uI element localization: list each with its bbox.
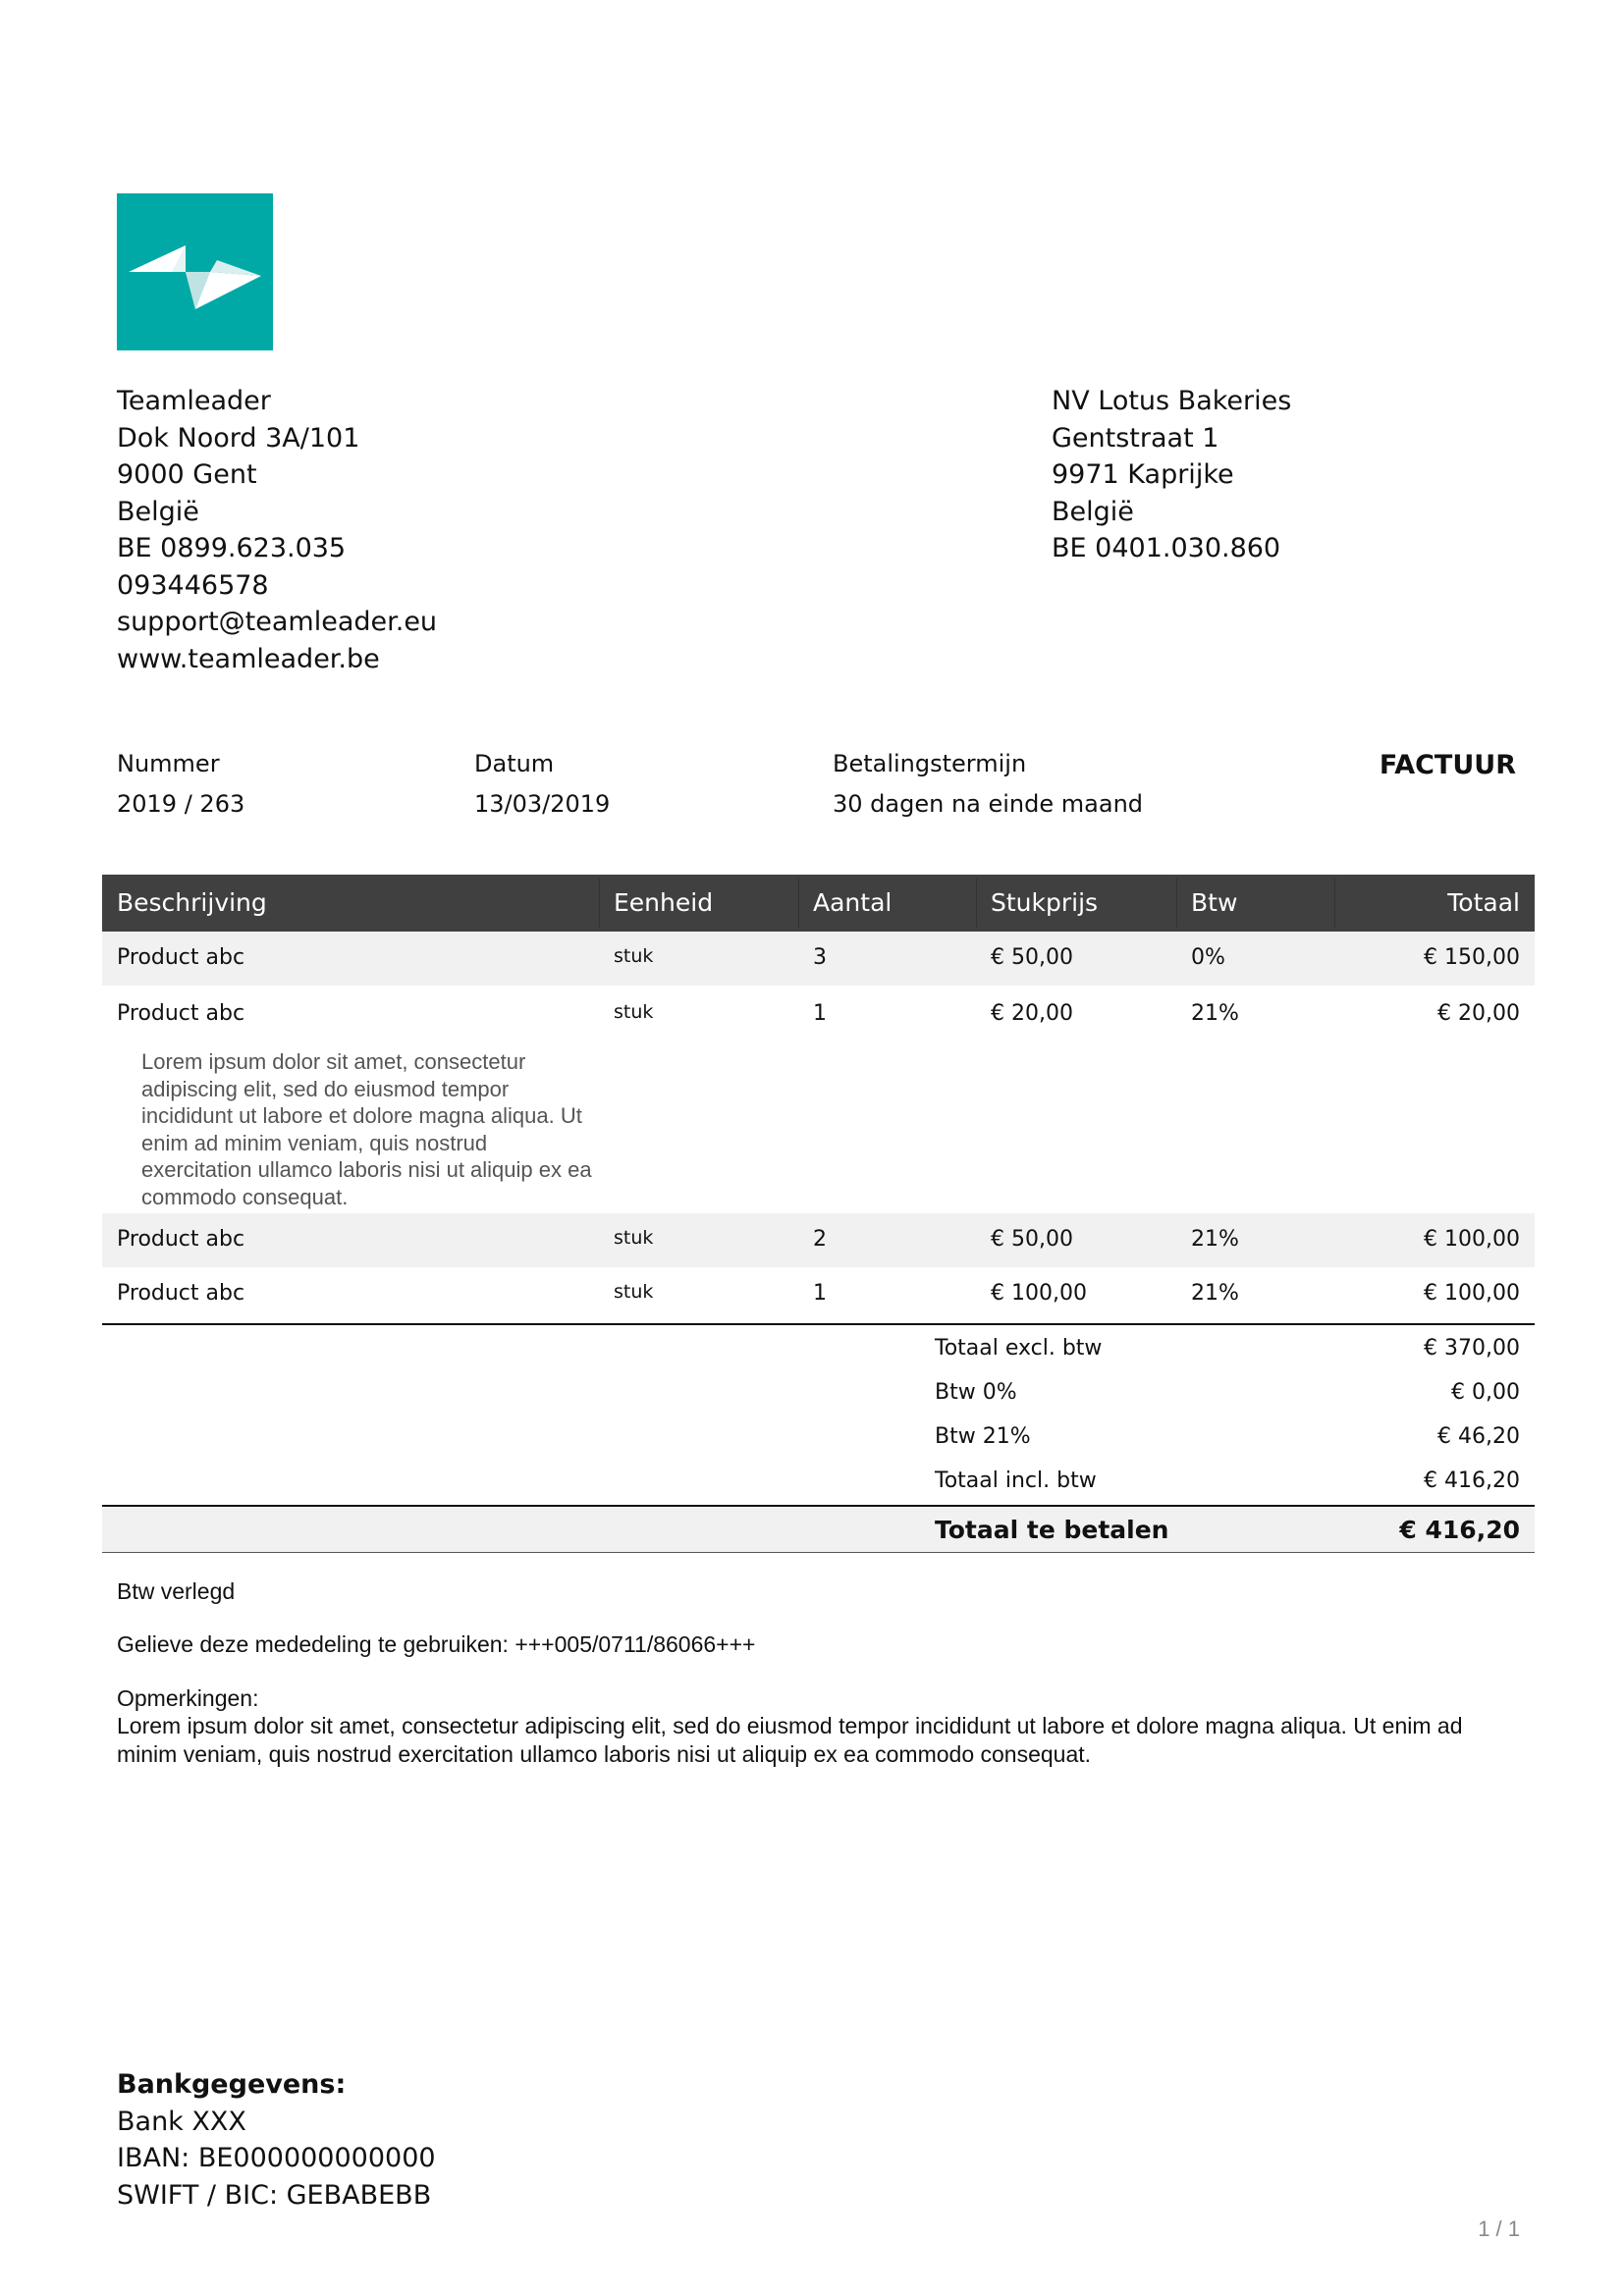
table-row — [102, 1267, 1535, 1323]
total-excl-value: € 370,00 — [1424, 1336, 1520, 1361]
remarks-label: Opmerkingen: — [117, 1685, 259, 1711]
bank-heading: Bankgegevens: — [117, 2069, 347, 2100]
row-qty: 1 — [813, 1001, 827, 1026]
row-qty: 2 — [813, 1227, 827, 1252]
row-description: Product abc — [117, 1227, 245, 1252]
bank-details — [117, 2066, 436, 2214]
row-total: € 100,00 — [1424, 1281, 1520, 1306]
terms-label: Betalingstermijn — [833, 750, 1027, 777]
vat0-value: € 0,00 — [1451, 1380, 1520, 1405]
line-items-table — [102, 875, 1535, 1323]
recipient-address — [1052, 383, 1291, 567]
header-total: Totaal — [1447, 888, 1520, 917]
total-incl-value: € 416,20 — [1424, 1468, 1520, 1493]
totals-row — [102, 1370, 1535, 1415]
sender-line: support@teamleader.eu — [117, 607, 438, 637]
bank-name: Bank XXX — [117, 2106, 246, 2137]
sender-line: Dok Noord 3A/101 — [117, 422, 360, 454]
table-header — [102, 875, 1535, 932]
row-description: Product abc — [117, 1281, 245, 1306]
row-total: € 20,00 — [1437, 1001, 1520, 1026]
header-qty: Aantal — [813, 888, 893, 917]
row-price: € 50,00 — [991, 945, 1073, 970]
number-label: Nummer — [117, 750, 220, 777]
invoice-date: 13/03/2019 — [474, 790, 611, 818]
total-incl-label: Totaal incl. btw — [935, 1468, 1097, 1493]
invoice-number: 2019 / 263 — [117, 790, 245, 818]
totals-row — [102, 1459, 1535, 1503]
row-unit: stuk — [614, 945, 654, 967]
remarks-text: Lorem ipsum dolor sit amet, consectetur adipiscing elit, sed do eiusmod tempor incididunt ut labore et dolore magna aliqua. Ut enim ad minim veniam, quis nostrud exercitation ullamco laboris nisi ut aliquip ex ea commodo consequat. — [117, 1713, 1463, 1767]
vat21-value: € 46,20 — [1437, 1424, 1520, 1449]
row-note: Lorem ipsum dolor sit amet, consectetur adipiscing elit, sed do eiusmod tempor incididunt ut labore et dolore magna aliqua. Ut enim ad minim veniam, quis nostrud exercitation ullamco laboris nisi ut aliquip ex ea commodo consequat. — [141, 1049, 592, 1209]
totals-block — [102, 1326, 1535, 1503]
sender-line: België — [117, 496, 199, 527]
row-qty: 1 — [813, 1281, 827, 1306]
row-total: € 150,00 — [1424, 945, 1520, 970]
header-unit: Eenheid — [614, 888, 714, 917]
vat21-label: Btw 21% — [935, 1424, 1031, 1449]
payment-terms: 30 dagen na einde maand — [833, 790, 1144, 818]
header-vat: Btw — [1191, 888, 1238, 917]
company-logo — [117, 193, 273, 350]
recipient-line: NV Lotus Bakeries — [1052, 386, 1292, 416]
row-unit: stuk — [614, 1281, 654, 1303]
row-total: € 100,00 — [1424, 1227, 1520, 1252]
payment-reference: Gelieve deze mededeling te gebruiken: +++005/0711/86066+++ — [117, 1631, 756, 1657]
sender-address — [117, 383, 437, 677]
row-description: Product abc — [117, 1001, 245, 1026]
page-number: 1 / 1 — [1478, 2216, 1520, 2241]
items-divider — [102, 1323, 1535, 1325]
recipient-line: Gentstraat 1 — [1052, 422, 1219, 454]
sender-line: Teamleader — [117, 386, 271, 416]
row-unit: stuk — [614, 1227, 654, 1249]
table-row — [102, 986, 1535, 1213]
table-row — [102, 1213, 1535, 1267]
totals-row — [102, 1415, 1535, 1459]
total-excl-label: Totaal excl. btw — [935, 1336, 1103, 1361]
bank-swift: SWIFT / BIC: GEBABEBB — [117, 2179, 432, 2211]
row-price: € 20,00 — [991, 1001, 1073, 1026]
recipient-line: België — [1052, 496, 1134, 527]
bank-iban: IBAN: BE000000000000 — [117, 2143, 436, 2173]
row-vat: 21% — [1191, 1281, 1239, 1306]
row-description: Product abc — [117, 945, 245, 970]
row-vat: 21% — [1191, 1227, 1239, 1252]
recipient-line: BE 0401.030.860 — [1052, 533, 1281, 563]
row-price: € 100,00 — [991, 1281, 1087, 1306]
vat0-label: Btw 0% — [935, 1380, 1017, 1405]
date-label: Datum — [474, 750, 555, 777]
origami-bird-icon — [117, 193, 273, 350]
amount-due-value: € 416,20 — [1399, 1516, 1520, 1544]
table-row — [102, 932, 1535, 986]
header-description: Beschrijving — [117, 888, 267, 917]
recipient-line: 9971 Kaprijke — [1052, 459, 1234, 490]
totals-row — [102, 1326, 1535, 1370]
sender-line: BE 0899.623.035 — [117, 533, 347, 563]
header-price: Stukprijs — [991, 888, 1099, 917]
vat-shift-note: Btw verlegd — [117, 1578, 236, 1604]
row-qty: 3 — [813, 945, 827, 970]
document-type: FACTUUR — [1379, 750, 1516, 780]
amount-due-label: Totaal te betalen — [935, 1516, 1169, 1544]
sender-line: 9000 Gent — [117, 459, 257, 490]
totals-divider — [102, 1505, 1535, 1507]
sender-line: 093446578 — [117, 569, 269, 601]
sender-line: www.teamleader.be — [117, 643, 380, 674]
row-vat: 21% — [1191, 1001, 1239, 1026]
row-unit: stuk — [614, 1001, 654, 1023]
amount-due-row — [102, 1508, 1535, 1553]
row-vat: 0% — [1191, 945, 1225, 970]
grand-divider — [102, 1552, 1535, 1553]
row-price: € 50,00 — [991, 1227, 1073, 1252]
